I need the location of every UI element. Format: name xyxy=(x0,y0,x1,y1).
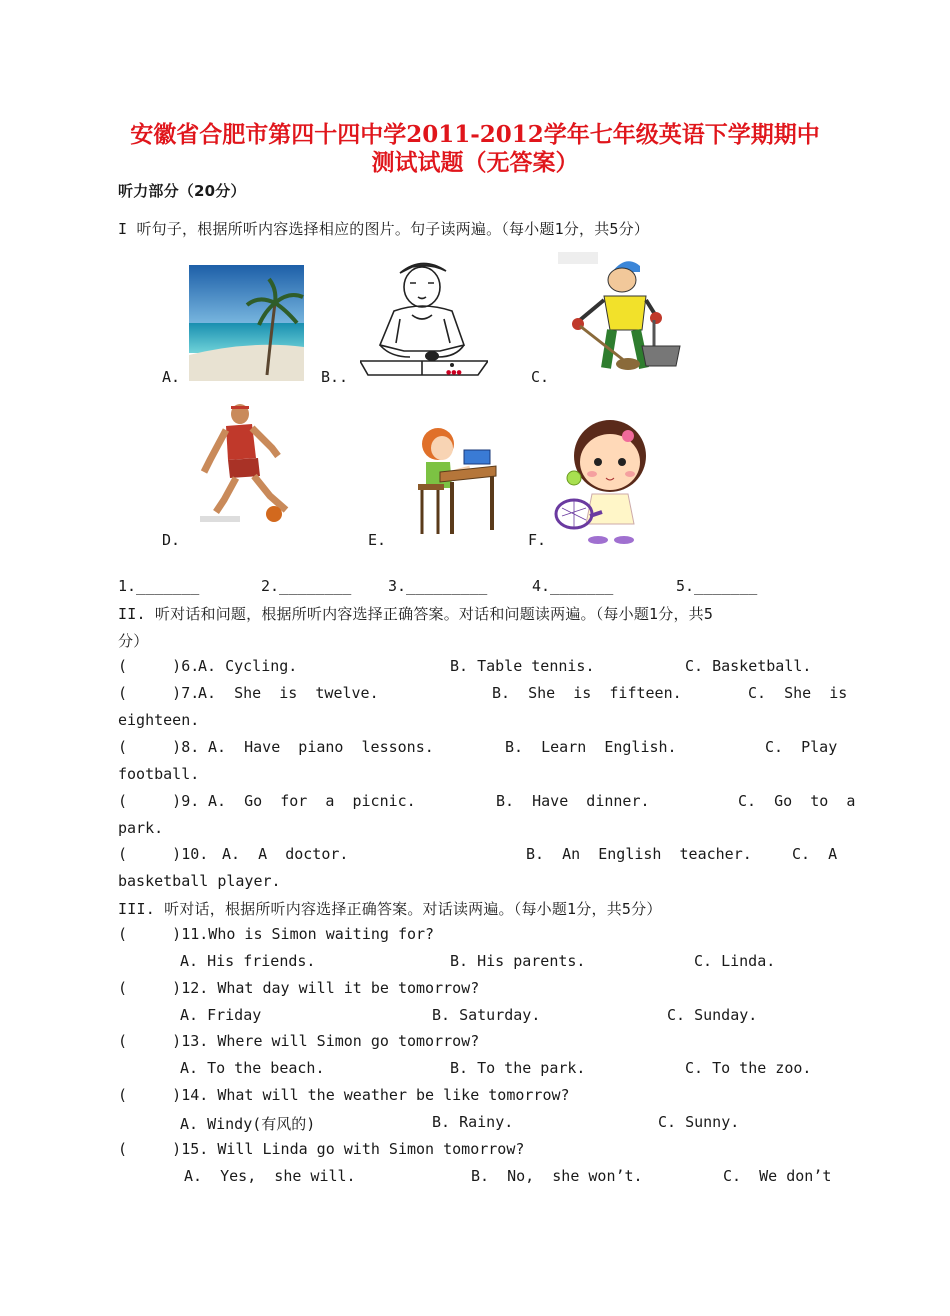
q15-option-a: A. Yes, she will. xyxy=(184,1167,356,1185)
q10-number[interactable]: ( )10. xyxy=(118,845,209,863)
girl-studying-picture xyxy=(412,422,502,540)
q10-option-c-continued: basketball player. xyxy=(118,872,281,890)
answer-blank-5[interactable]: 5._______ xyxy=(676,577,758,595)
svg-text:●●●: ●●● xyxy=(446,369,462,376)
answer-blank-1[interactable]: 1._______ xyxy=(118,577,200,595)
q12-question[interactable]: ( )12. What day will it be tomorrow? xyxy=(118,979,480,997)
q11-option-c: C. Linda. xyxy=(694,952,776,970)
picture-label-e: E. xyxy=(368,531,387,549)
exam-title-line1: 安徽省合肥市第四十四中学2011-2012学年七年级英语下学期期中 xyxy=(130,121,820,148)
section3-instruction: III. 听对话，根据所听内容选择正确答案。对话读两遍。（每小题1分，共5分） xyxy=(118,900,662,918)
section2-instruction-line1: II. 听对话和问题，根据所听内容选择正确答案。对话和问题读两遍。（每小题1分，共5 xyxy=(118,605,714,623)
picture-label-c: C. xyxy=(531,368,550,386)
q8-option-c-continued: football. xyxy=(118,765,200,783)
table-tennis-picture xyxy=(360,253,488,379)
listening-heading: 听力部分（20分） xyxy=(118,182,246,200)
picture-label-a: A. xyxy=(162,368,181,386)
q15-option-c: C. We don’t xyxy=(723,1167,832,1185)
q8-option-a: A. Have piano lessons. xyxy=(208,738,434,756)
section2-instruction-line2: 分） xyxy=(118,632,149,650)
q6-number[interactable]: ( )6. xyxy=(118,657,200,675)
section1-instruction: I 听句子，根据所听内容选择相应的图片。句子读两遍。（每小题1分，共5分） xyxy=(118,220,650,238)
q15-option-b: B. No, she won’t. xyxy=(471,1167,643,1185)
q12-option-c: C. Sunday. xyxy=(667,1006,758,1024)
gardener-picture xyxy=(556,250,684,380)
q14-option-c: C. Sunny. xyxy=(658,1113,740,1131)
q10-option-b: B. An English teacher. xyxy=(526,845,752,863)
q9-option-c-continued: park. xyxy=(118,819,164,837)
q8-number[interactable]: ( )8. xyxy=(118,738,200,756)
q10-option-c: C. A xyxy=(792,845,838,863)
answer-blank-2[interactable]: 2.________ xyxy=(261,577,352,595)
q13-option-c: C. To the zoo. xyxy=(685,1059,812,1077)
q6-option-b: B. Table tennis. xyxy=(450,657,595,675)
q9-number[interactable]: ( )9. xyxy=(118,792,200,810)
q7-number[interactable]: ( )7. xyxy=(118,684,200,702)
q9-option-c: C. Go to a xyxy=(738,792,856,810)
picture-label-b: B.. xyxy=(321,368,349,386)
q10-option-a: A. A doctor. xyxy=(222,845,349,863)
q11-question[interactable]: ( )11.Who is Simon waiting for? xyxy=(118,925,435,943)
q7-option-c: C. She is xyxy=(748,684,848,702)
basketball-player-picture xyxy=(190,400,298,524)
q6-option-c: C. Basketball. xyxy=(685,657,812,675)
picture-label-d: D. xyxy=(162,531,181,549)
q13-option-a: A. To the beach. xyxy=(180,1059,325,1077)
q14-option-b: B. Rainy. xyxy=(432,1113,514,1131)
q14-option-a: A. Windy(有风的) xyxy=(180,1115,316,1133)
answer-blank-4[interactable]: 4._______ xyxy=(532,577,614,595)
q9-option-b: B. Have dinner. xyxy=(496,792,650,810)
q7-option-a: A. She is twelve. xyxy=(198,684,379,702)
q8-option-b: B. Learn English. xyxy=(505,738,677,756)
q6-option-a: A. Cycling. xyxy=(198,657,298,675)
q9-option-a: A. Go for a picnic. xyxy=(208,792,416,810)
q13-option-b: B. To the park. xyxy=(450,1059,586,1077)
q11-option-b: B. His parents. xyxy=(450,952,586,970)
answer-blank-3[interactable]: 3._________ xyxy=(388,577,488,595)
q13-question[interactable]: ( )13. Where will Simon go tomorrow? xyxy=(118,1032,480,1050)
beach-picture xyxy=(189,265,304,381)
girl-tennis-picture xyxy=(552,416,662,546)
q15-question[interactable]: ( )15. Will Linda go with Simon tomorrow? xyxy=(118,1140,525,1158)
q8-option-c: C. Play xyxy=(765,738,838,756)
exam-title-line2: 测试试题（无答案） xyxy=(371,149,579,176)
q12-option-b: B. Saturday. xyxy=(432,1006,541,1024)
q14-question[interactable]: ( )14. What will the weather be like tomorrow? xyxy=(118,1086,570,1104)
q11-option-a: A. His friends. xyxy=(180,952,316,970)
q7-option-b: B. She is fifteen. xyxy=(492,684,682,702)
picture-label-f: F. xyxy=(528,531,547,549)
q7-option-c-continued: eighteen. xyxy=(118,711,200,729)
q12-option-a: A. Friday xyxy=(180,1006,262,1024)
